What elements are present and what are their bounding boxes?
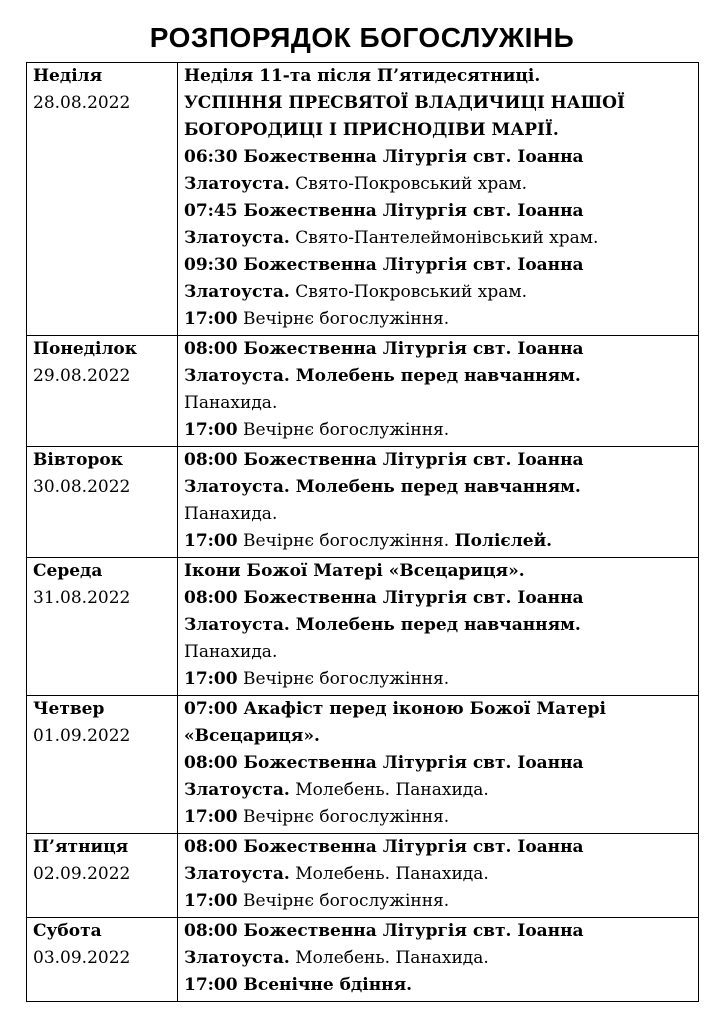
service-line	[184, 558, 694, 585]
service-text: Вечірнє богослужіння.	[237, 420, 450, 440]
day-cell	[27, 558, 178, 696]
service-text-bold: 08:00 Божественна Літургія свт. Іоанна	[184, 588, 584, 608]
service-text-bold: 17:00	[184, 309, 238, 329]
service-line	[184, 972, 694, 999]
service-line	[184, 417, 694, 444]
schedule-body	[27, 63, 699, 1002]
day-date: 29.08.2022	[33, 366, 131, 386]
service-text-bold: Ікони Божої Матері «Всецариця».	[184, 561, 525, 581]
day-date: 02.09.2022	[33, 864, 131, 884]
service-line	[184, 363, 694, 390]
day-name: Середа	[33, 561, 103, 581]
day-cell	[27, 834, 178, 918]
service-text-bold: Неділя 11-та після П’ятидесятниці.	[184, 66, 541, 86]
service-line	[184, 90, 694, 117]
schedule-row	[27, 447, 699, 558]
service-text-bold: Златоуста. Молебень перед навчанням.	[184, 366, 581, 386]
service-text-bold: 09:30 Божественна Літургія свт. Іоанна	[184, 255, 584, 275]
page-title: РОЗПОРЯДОК БОГОСЛУЖІНЬ	[149, 22, 575, 53]
service-line	[184, 750, 694, 777]
service-text-bold: Полієлей.	[454, 531, 553, 551]
service-text-bold: 17:00	[184, 807, 238, 827]
service-line	[184, 918, 694, 945]
schedule-row	[27, 336, 699, 447]
day-date: 31.08.2022	[33, 588, 131, 608]
day-name: Неділя	[33, 66, 103, 86]
services-cell	[178, 447, 699, 558]
service-line	[184, 696, 694, 723]
service-text: Вечірнє богослужіння.	[237, 807, 450, 827]
service-text-bold: Златоуста.	[184, 282, 290, 302]
day-name: Субота	[33, 921, 102, 941]
service-line	[184, 585, 694, 612]
service-line	[184, 804, 694, 831]
service-text-bold: Златоуста.	[184, 228, 290, 248]
service-line	[184, 945, 694, 972]
services-cell	[178, 696, 699, 834]
service-text-bold: 17:00	[184, 531, 238, 551]
service-text-bold: 08:00 Божественна Літургія свт. Іоанна	[184, 450, 584, 470]
service-line	[184, 666, 694, 693]
service-text-bold: Златоуста.	[184, 864, 290, 884]
service-text: Панахида.	[184, 642, 278, 662]
service-text-bold: 17:00	[184, 420, 238, 440]
service-line	[184, 723, 694, 750]
day-date: 28.08.2022	[33, 93, 131, 113]
service-text-bold: Златоуста. Молебень перед навчанням.	[184, 477, 581, 497]
service-line	[184, 63, 694, 90]
service-text-bold: Златоуста.	[184, 174, 290, 194]
service-text: Вечірнє богослужіння.	[237, 531, 455, 551]
service-text-bold: 17:00	[184, 669, 238, 689]
day-name: Четвер	[33, 699, 105, 719]
services-cell	[178, 918, 699, 1002]
service-text: Вечірнє богослужіння.	[237, 891, 450, 911]
service-line	[184, 612, 694, 639]
service-text-bold: 07:00 Акафіст перед іконою Божої Матері	[184, 699, 606, 719]
service-text-bold: Златоуста. Молебень перед навчанням.	[184, 615, 581, 635]
schedule-table	[26, 62, 699, 1002]
schedule-row	[27, 696, 699, 834]
schedule-row	[27, 834, 699, 918]
service-text-bold: 08:00 Божественна Літургія свт. Іоанна	[184, 339, 584, 359]
service-line	[184, 336, 694, 363]
day-date: 30.08.2022	[33, 477, 131, 497]
service-line	[184, 171, 694, 198]
day-name: Вівторок	[33, 450, 124, 470]
day-cell	[27, 447, 178, 558]
service-line	[184, 390, 694, 417]
schedule-row	[27, 918, 699, 1002]
service-line	[184, 501, 694, 528]
service-text: Вечірнє богослужіння.	[237, 309, 450, 329]
service-text: Панахида.	[184, 504, 278, 524]
service-text: Молебень. Панахида.	[289, 864, 489, 884]
day-cell	[27, 918, 178, 1002]
service-text-bold: 17:00 Всенічне бдіння.	[184, 975, 413, 995]
service-text: Молебень. Панахида.	[289, 780, 489, 800]
day-cell	[27, 336, 178, 447]
service-text-bold: Златоуста.	[184, 948, 290, 968]
service-line	[184, 888, 694, 915]
service-text-bold: 08:00 Божественна Літургія свт. Іоанна	[184, 837, 584, 857]
service-text-bold: 08:00 Божественна Літургія свт. Іоанна	[184, 921, 584, 941]
services-cell	[178, 63, 699, 336]
service-text-bold: 17:00	[184, 891, 238, 911]
service-text: Свято-Покровський храм.	[289, 282, 528, 302]
day-cell	[27, 696, 178, 834]
service-line	[184, 252, 694, 279]
service-line	[184, 279, 694, 306]
service-line	[184, 198, 694, 225]
service-text-bold: «Всецариця».	[184, 726, 320, 746]
service-line	[184, 777, 694, 804]
service-line	[184, 225, 694, 252]
service-line	[184, 117, 694, 144]
services-cell	[178, 834, 699, 918]
service-text-bold: 08:00 Божественна Літургія свт. Іоанна	[184, 753, 584, 773]
day-date: 01.09.2022	[33, 726, 131, 746]
service-text-bold: Златоуста.	[184, 780, 290, 800]
day-name: П’ятниця	[33, 837, 129, 857]
service-text: Свято-Пантелеймонівський храм.	[289, 228, 599, 248]
schedule-row	[27, 558, 699, 696]
day-date: 03.09.2022	[33, 948, 131, 968]
service-line	[184, 528, 694, 555]
service-line	[184, 834, 694, 861]
service-line	[184, 474, 694, 501]
service-line	[184, 306, 694, 333]
service-text: Панахида.	[184, 393, 278, 413]
service-line	[184, 861, 694, 888]
services-cell	[178, 336, 699, 447]
schedule-row	[27, 63, 699, 336]
service-line	[184, 144, 694, 171]
service-line	[184, 447, 694, 474]
services-cell	[178, 558, 699, 696]
service-text: Свято-Покровський храм.	[289, 174, 528, 194]
day-name: Понеділок	[33, 339, 138, 359]
service-text-bold: 06:30 Божественна Літургія свт. Іоанна	[184, 147, 584, 167]
service-text: Вечірнє богослужіння.	[237, 669, 450, 689]
service-text-bold: 07:45 Божественна Літургія свт. Іоанна	[184, 201, 584, 221]
service-line	[184, 639, 694, 666]
service-text: Молебень. Панахида.	[289, 948, 489, 968]
day-cell	[27, 63, 178, 336]
service-text-bold: БОГОРОДИЦІ І ПРИСНОДІВИ МАРІЇ.	[184, 120, 559, 140]
service-text-bold: УСПІННЯ ПРЕСВЯТОЇ ВЛАДИЧИЦІ НАШОЇ	[184, 93, 625, 113]
